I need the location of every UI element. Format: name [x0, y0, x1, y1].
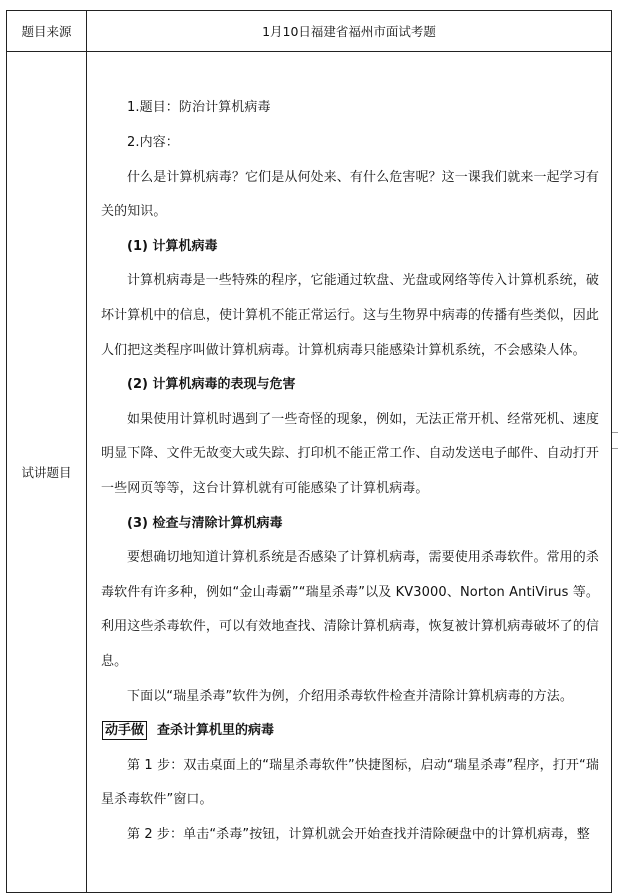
method-intro-paragraph: 下面以“瑞星杀毒”软件为例，介绍用杀毒软件检查并清除计算机病毒的方法。 [127, 688, 573, 704]
section-2-paragraph: 如果使用计算机时遇到了一些奇怪的现象，例如，无法正常开机、经常死机、速度明显下降、文件无故变大或失踪、打印机不能正常工作、自动发送电子邮件、自动打开一些网页等等，这台计算机就有可能感染了计算机病毒。 [101, 411, 599, 496]
step-1-paragraph: 第 1 步：双击桌面上的“瑞星杀毒软件”快捷图标，启动“瑞星杀毒”程序，打开“瑞星杀毒软件”窗口。 [101, 757, 599, 808]
section-3-paragraph: 要想确切地知道计算机系统是否感染了计算机病毒，需要使用杀毒软件。常用的杀毒软件有许多种，例如“金山毒霸”“瑞星杀毒”以及 KV3000、Norton AntiVirus 等。利用这些杀毒软件，可以有效地查找、清除计算机病毒，恢复被计算机病毒破坏了的信息。 [101, 550, 599, 669]
content-cell [87, 52, 612, 893]
source-label: 题目来源 [7, 11, 87, 52]
header-row [7, 11, 612, 52]
edge-mark-top [612, 432, 618, 433]
hands-on-title: 查杀计算机里的病毒 [157, 723, 275, 739]
topic-line: 1.题目：防治计算机病毒 [127, 100, 271, 116]
edge-mark-bottom [612, 448, 618, 449]
intro-paragraph: 什么是计算机病毒？它们是从何处来、有什么危害呢？这一课我们就来一起学习有关的知识。 [101, 169, 599, 220]
step-2-paragraph: 第 2 步：单击“杀毒”按钮，计算机就会开始查找并清除硬盘中的计算机病毒，整 [127, 826, 590, 842]
section-heading-2: (2) 计算机病毒的表现与危害 [127, 377, 296, 393]
section-heading-1: (1) 计算机病毒 [127, 238, 218, 254]
section-heading-3: (3) 检查与清除计算机病毒 [127, 515, 283, 531]
hands-on-badge: 动手做 [102, 721, 147, 740]
source-value: 1月10日福建省福州市面试考题 [87, 11, 612, 52]
section-1-paragraph: 计算机病毒是一些特殊的程序，它能通过软盘、光盘或网络等传入计算机系统，破坏计算机中的信息，使计算机不能正常运行。这与生物界中病毒的传播有些类似，因此人们把这类程序叫做计算机病毒。计算机病毒只能感染计算机系统，不会感染人体。 [101, 273, 599, 358]
exam-table [6, 10, 612, 893]
hands-on-heading [101, 714, 599, 749]
row-label: 试讲题目 [7, 52, 87, 893]
content-line: 2.内容： [127, 135, 179, 151]
content-row [7, 52, 612, 893]
